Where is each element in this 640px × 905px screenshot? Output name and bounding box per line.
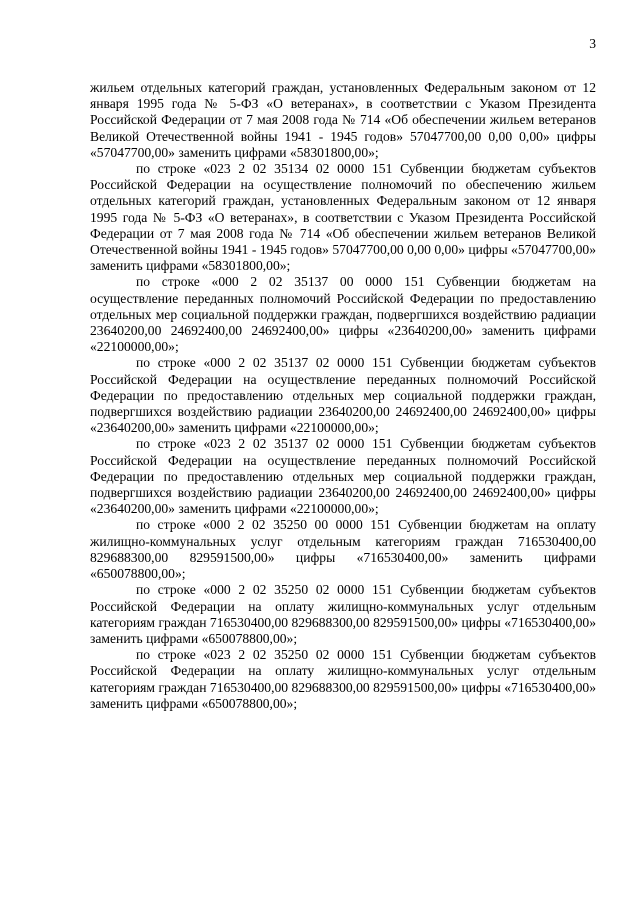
paragraph-amendment: по строке «023 2 02 35134 02 0000 151 Субвенции бюджетам субъектов Российской Федерации на осуществление полномочий по обеспечению жильем отдельных категорий граждан, установленных Федеральным законом от 12 января 1995 года № 5-ФЗ «О ветеранах», в соответствии с Указом Президента Российской Федерации от 7 мая 2008 года № 714 «Об обеспечении жильем ветеранов Великой Отечественной войны 1941 - 1945 годов» 57047700,00 0,00 0,00» цифры «57047700,00» заменить цифрами «58301800,00»; [90, 161, 596, 274]
paragraph-amendment: по строке «000 2 02 35137 00 0000 151 Субвенции бюджетам на осуществление переданных полномочий Российской Федерации по предоставлению отдельных мер социальной поддержки граждан, подвергшихся воздействию радиации 23640200,00 24692400,00 24692400,00» цифры «23640200,00» заменить цифрами «22100000,00»; [90, 274, 596, 355]
paragraph-amendment: по строке «000 2 02 35137 02 0000 151 Субвенции бюджетам субъектов Российской Федерации на осуществление переданных полномочий Российской Федерации по предоставлению отдельных мер социальной поддержки граждан, подвергшихся воздействию радиации 23640200,00 24692400,00 24692400,00» цифры «23640200,00» заменить цифрами «22100000,00»; [90, 355, 596, 436]
paragraph-amendment: по строке «023 2 02 35250 02 0000 151 Субвенции бюджетам субъектов Российской Федерации на оплату жилищно-коммунальных услуг отдельным категориям граждан 716530400,00 829688300,00 829591500,00» цифры «716530400,00» заменить цифрами «650078800,00»; [90, 647, 596, 711]
page-number: 3 [589, 36, 596, 51]
paragraph-amendment: по строке «023 2 02 35137 02 0000 151 Субвенции бюджетам субъектов Российской Федерации на осуществление переданных полномочий Российской Федерации по предоставлению отдельных мер социальной поддержки граждан, подвергшихся воздействию радиации 23640200,00 24692400,00 24692400,00» цифры «23640200,00» заменить цифрами «22100000,00»; [90, 436, 596, 517]
paragraph-continuation: жильем отдельных категорий граждан, установленных Федеральным законом от 12 января 1995 года № 5-ФЗ «О ветеранах», в соответствии с Указом Президента Российской Федерации от 7 мая 2008 года № 714 «Об обеспечении жильем ветеранов Великой Отечественной войны 1941 - 1945 годов» 57047700,00 0,00 0,00» цифры «57047700,00» заменить цифрами «58301800,00»; [90, 80, 596, 160]
paragraph-amendment: по строке «000 2 02 35250 02 0000 151 Субвенции бюджетам субъектов Российской Федерации на оплату жилищно-коммунальных услуг отдельным категориям граждан 716530400,00 829688300,00 829591500,00» цифры «716530400,00» заменить цифрами «650078800,00»; [90, 582, 596, 646]
document-body [90, 80, 596, 712]
paragraph-amendment: по строке «000 2 02 35250 00 0000 151 Субвенции бюджетам на оплату жилищно-коммунальных услуг отдельным категориям граждан 716530400,00 829688300,00 829591500,00» цифры «716530400,00» заменить цифрами «650078800,00»; [90, 517, 596, 582]
